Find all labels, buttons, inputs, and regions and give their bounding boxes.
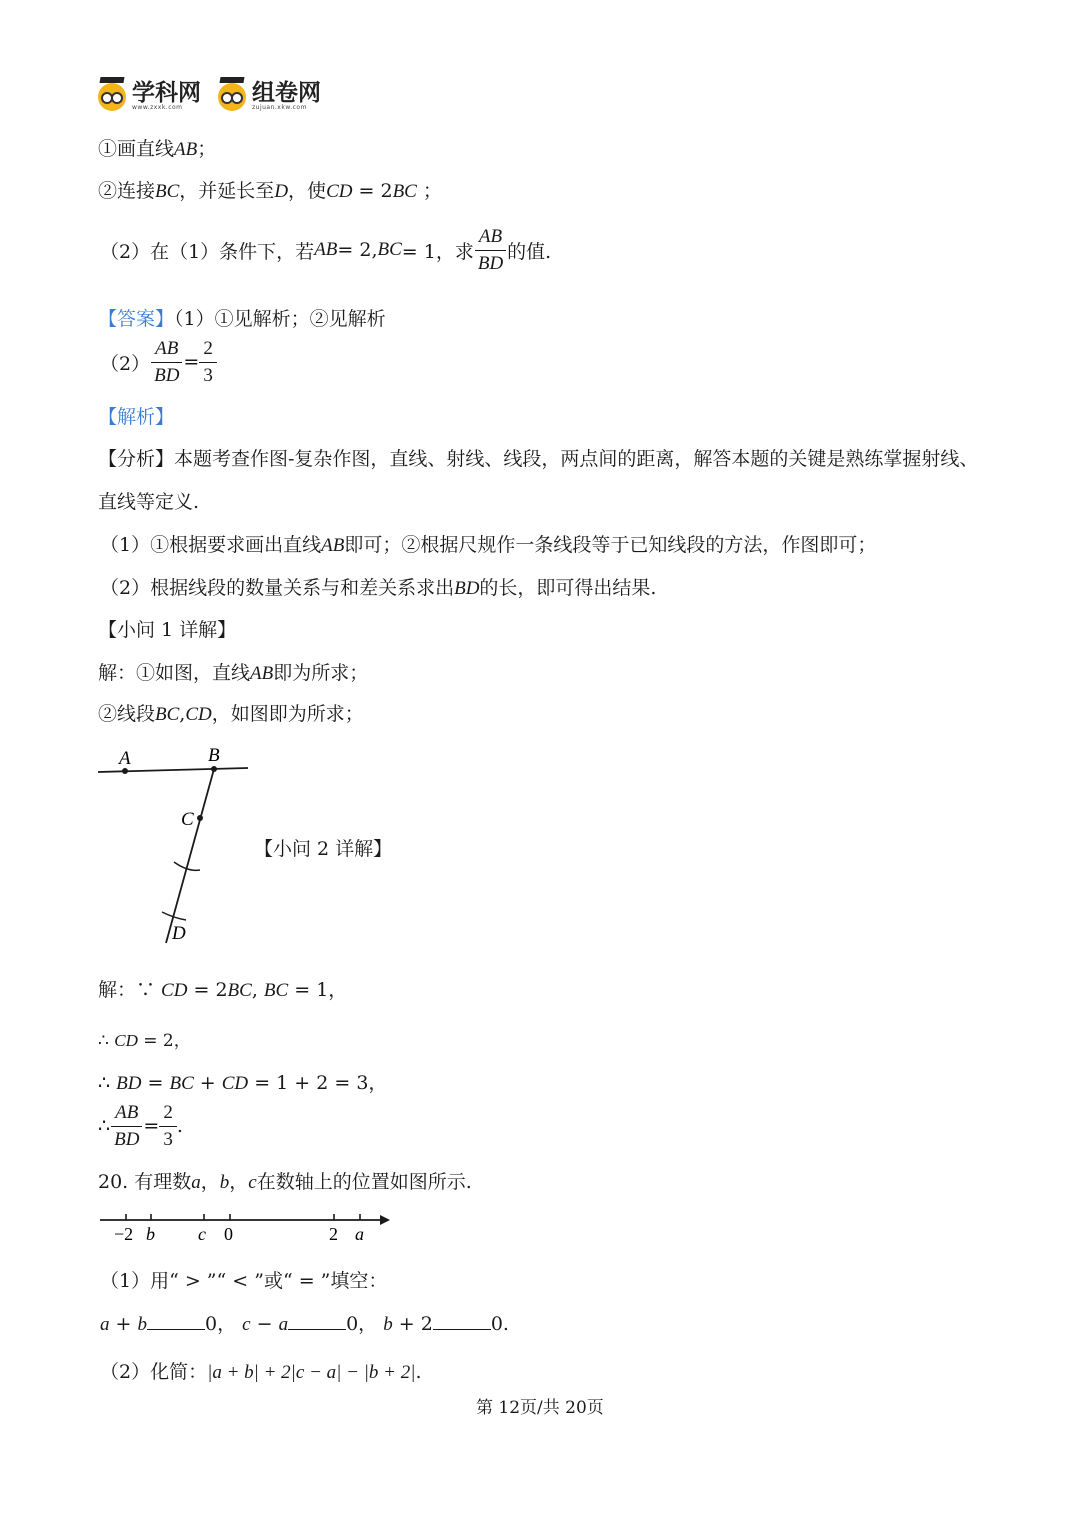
logo-subtitle: zujuan.xkw.com xyxy=(252,104,307,111)
step-connect: ②连接BC，并延长至D，使CD = 2BC ； xyxy=(98,180,442,202)
arrow-icon xyxy=(380,1215,390,1225)
part2-line-4: ∴ $\frac{AB}{BD}$ = $\frac{2}{3}$ . xyxy=(98,1102,183,1150)
label-2: 2 xyxy=(329,1224,338,1244)
fraction: $\frac{AB}{BD}$ xyxy=(474,226,507,275)
part2-line-1: 解：∵ CD = 2BC, BC = 1， xyxy=(98,979,348,1001)
question-part-2: （2）在（1）条件下，若 AB = 2, BC = 1，求 $\frac{AB}{BD}$ 的值. xyxy=(100,226,552,274)
logo-zujuan xyxy=(218,82,321,111)
point-c xyxy=(197,815,203,821)
label-c: C xyxy=(181,809,194,830)
logo-subtitle: www.zxxk.com xyxy=(132,104,183,111)
step-draw-line: ①画直线AB； xyxy=(98,138,217,160)
question-20-part-1: （1）用“ > ”“ < ”或“ = ”填空： xyxy=(100,1270,388,1292)
blank-3[interactable] xyxy=(433,1313,491,1330)
answer-part-2: （2） $\frac{AB}{BD}$ = $\frac{2}{3}$ xyxy=(100,338,217,387)
analysis-line-4: （2）根据线段的数量关系与和差关系求出BD的长，即可得出结果. xyxy=(100,577,657,599)
part2-line-2: ∴ CD = 2， xyxy=(98,1031,191,1051)
sub-question-1-heading: 【小问 1 详解】 xyxy=(98,619,237,641)
part2-line-3: ∴ BD = BC + CD = 1 + 2 = 3， xyxy=(98,1072,388,1094)
owl-logo-icon xyxy=(218,83,246,111)
label-neg2: −2 xyxy=(114,1224,134,1244)
logo-title: 学科网 xyxy=(132,80,201,106)
page-footer: 第 12页/共 20页 xyxy=(476,1398,604,1418)
owl-logo-icon xyxy=(98,83,126,111)
solution-line-1: 解：①如图，直线AB即为所求； xyxy=(98,662,369,684)
label-b: b xyxy=(146,1224,155,1244)
label-d: D xyxy=(172,923,186,944)
analysis-line-1: 【分析】本题考查作图-复杂作图，直线、射线、线段，两点间的距离，解答本题的关键是熟练掌握射线、 xyxy=(98,448,979,470)
logo-zxxk xyxy=(98,82,201,111)
blank-2[interactable] xyxy=(288,1313,346,1330)
logo-title: 组卷网 xyxy=(252,80,321,106)
sub-question-2-heading: 【小问 2 详解】 xyxy=(254,838,393,860)
label-c: c xyxy=(198,1224,206,1244)
analysis-tag: 【解析】 xyxy=(98,406,175,428)
analysis-line-3: （1）①根据要求画出直线AB即可；②根据尺规作一条线段等于已知线段的方法，作图即可； xyxy=(100,534,877,556)
answer-tag: 【答案】 xyxy=(98,308,175,330)
solution-line-2: ②线段BC,CD，如图即为所求； xyxy=(98,703,364,725)
question-20: 20. 有理数a，b，c在数轴上的位置如图所示. xyxy=(98,1171,472,1193)
point-b xyxy=(211,766,217,772)
label-a: A xyxy=(119,748,131,769)
geometry-figure xyxy=(90,740,260,950)
label-a: a xyxy=(355,1224,364,1244)
fill-in-blanks: a + b 0， c − a 0， b + 2 0. xyxy=(100,1313,509,1335)
answer-line: 【答案】（1）①见解析；②见解析 xyxy=(98,308,386,330)
question-20-part-2: （2）化简：|a + b| + 2|c − a| − |b + 2|. xyxy=(100,1361,422,1383)
number-line xyxy=(96,1206,396,1246)
label-b: B xyxy=(208,745,220,766)
blank-1[interactable] xyxy=(147,1313,205,1330)
analysis-line-2: 直线等定义. xyxy=(98,491,200,513)
simplify-expression: |a + b| + 2|c − a| − |b + 2| xyxy=(207,1362,416,1383)
label-0: 0 xyxy=(224,1224,233,1244)
